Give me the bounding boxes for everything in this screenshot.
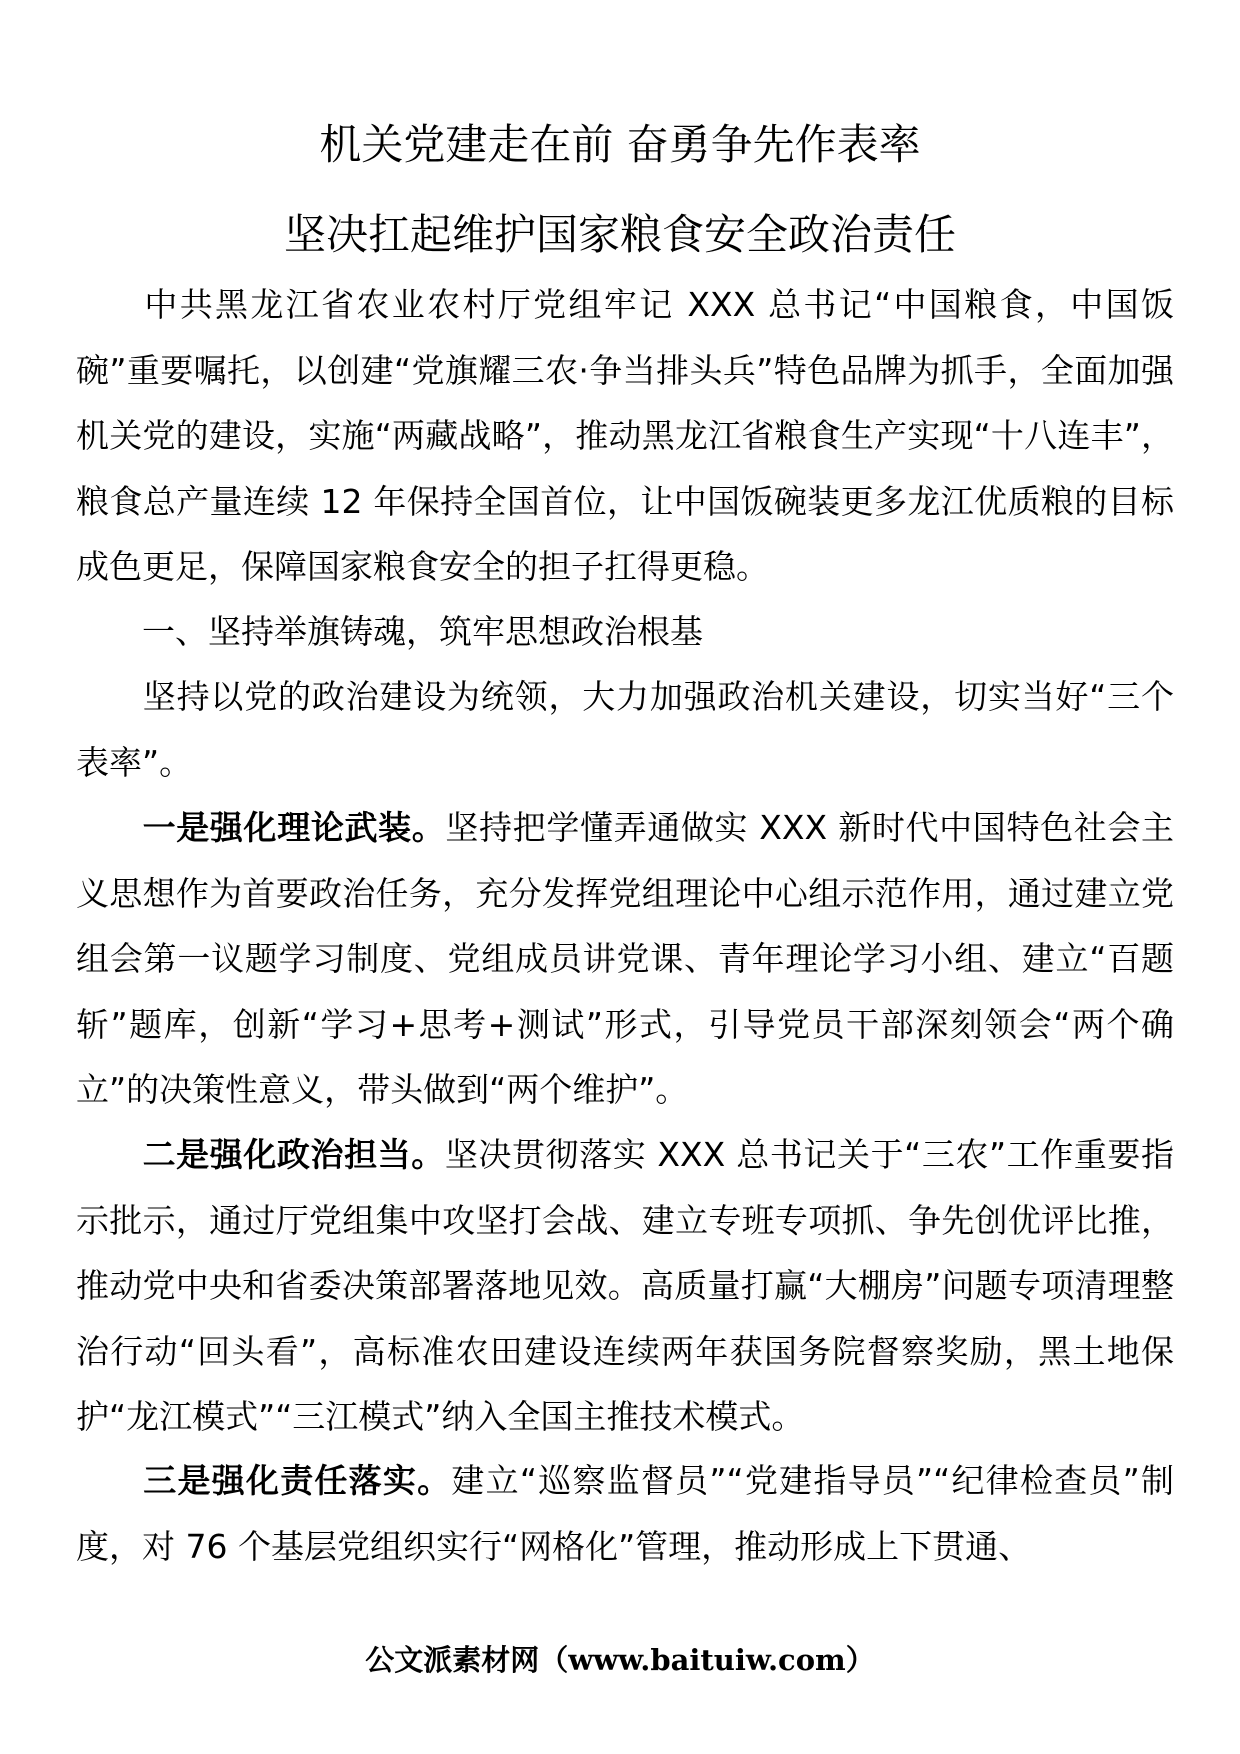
intro-text: 中共黑龙江省农业农村厅党组牢记 XXX 总书记“中国粮食，中国饭碗”重要嘱托，以创建“党旗耀三农·争当排头兵”特色品牌为抓手，全面加强机关党的建设，实施“两藏战略”，推动黑龙江省粮食生产实现“十八连丰”，粮食总产量连续 12 年保持全国首位，让中国饭碗装更多龙江优质粮的目标成色更足，保障国家粮食安全的担子扛得更稳。 xyxy=(76,285,1174,586)
item-3-lead: 三是强化责任落实。 xyxy=(142,1461,452,1500)
document-title-line-2: 坚决扛起维护国家粮食安全政治责任 xyxy=(283,210,956,259)
section-1-paragraph xyxy=(76,664,1174,795)
item-3-body: 建立“巡察监督员”“党建指导员”“纪律检查员”制度，对 76 个基层党组织实行“网格化”管理，推动形成上下贯通、 xyxy=(76,1461,1175,1566)
document-title-line-1: 机关党建走在前 奋勇争先作表率 xyxy=(319,120,921,169)
item-3-paragraph xyxy=(76,1448,1174,1579)
section-1-heading-text: 一、坚持举旗铸魂，筑牢思想政治根基 xyxy=(142,612,703,651)
item-2-lead: 二是强化政治担当。 xyxy=(142,1135,445,1174)
item-1-lead: 一是强化理论武装。 xyxy=(142,808,446,847)
section-1-heading xyxy=(76,599,1174,665)
footer-watermark: 公文派素材网（www.baituiw.com） xyxy=(365,1643,875,1677)
intro-paragraph xyxy=(76,272,1174,600)
item-1-paragraph xyxy=(76,795,1174,1123)
item-2-paragraph xyxy=(76,1122,1174,1450)
section-1-paragraph-text: 坚持以党的政治建设为统领，大力加强政治机关建设，切实当好“三个表率”。 xyxy=(76,677,1174,782)
item-2-body: 坚决贯彻落实 XXX 总书记关于“三农”工作重要指示批示，通过厅党组集中攻坚打会战、建立专班专项抓、争先创优评比推，推动党中央和省委决策部署落地见效。高质量打赢“大棚房”问题专项清理整治行动“回头看”，高标准农田建设连续两年获国务院督察奖励，黑土地保护“龙江模式”“三江模式”纳入全国主推技术模式。 xyxy=(76,1135,1174,1436)
item-1-body: 坚持把学懂弄通做实 XXX 新时代中国特色社会主义思想作为首要政治任务，充分发挥党组理论中心组示范作用，通过建立党组会第一议题学习制度、党组成员讲党课、青年理论学习小组、建立“百题斩”题库，创新“学习+思考+测试”形式，引导党员干部深刻领会“两个确立”的决策性意义，带头做到“两个维护”。 xyxy=(76,808,1174,1109)
